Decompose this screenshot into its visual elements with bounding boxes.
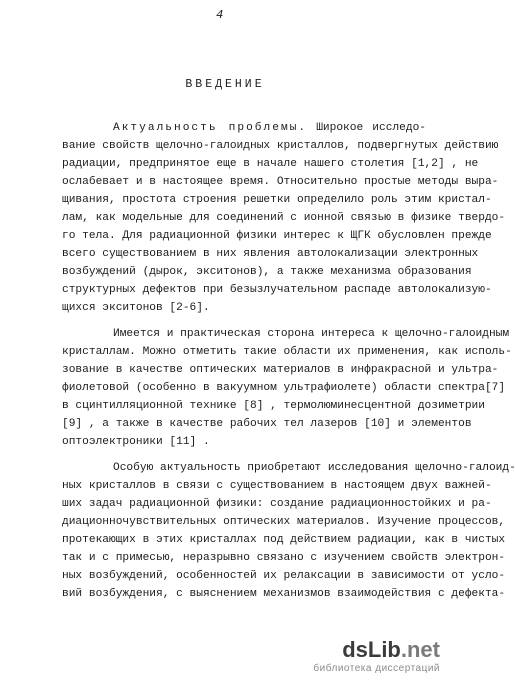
paragraph-line: вий возбуждения, с выяснением механизмов взаимодействия с дефекта- xyxy=(62,588,506,600)
watermark-logo-main: dsLib xyxy=(342,637,401,662)
paragraph-line: всего существованием в них явления автолокализации электронных xyxy=(62,248,479,260)
paragraph-line: ослабевает и в настоящее время. Относительно простые методы выра- xyxy=(62,176,499,188)
paragraph-line: в сцинтилляционной технике [8] , термолюминесцентной дозиметрии xyxy=(62,400,485,412)
watermark-logo-tld: .net xyxy=(400,637,440,662)
paragraph-line: лам, как модельные для соединений с ионной связью в физике твердо- xyxy=(62,212,506,224)
paragraph-line: диационночувствительных оптических материалов. Изучение процессов, xyxy=(62,516,506,528)
paragraph-line: радиации, предпринятое еще в начале нашего столетия [1,2] , не xyxy=(62,158,479,170)
paragraph-line: ших задач радиационной физики: создание радиационностойких и ра- xyxy=(62,498,492,510)
paragraph-line: ных кристаллов в связи с существованием в настоящем двух важней- xyxy=(62,480,492,492)
section-heading: ВВЕДЕНИЕ xyxy=(185,78,265,91)
paragraph-line: Особую актуальность приобретают исследования щелочно-галоид- xyxy=(113,462,516,474)
paragraph-line: ных возбуждений, особенностей их релаксации в зависимости от усло- xyxy=(62,570,506,582)
paragraph-line: оптоэлектроники [11] . xyxy=(62,436,210,448)
paragraph-line: Имеется и практическая сторона интереса к щелочно-галоидным xyxy=(113,328,510,340)
watermark-subtitle: библиотека диссертаций xyxy=(313,663,440,674)
watermark-logo xyxy=(313,639,440,661)
page-number: 4 xyxy=(216,8,224,22)
lead-phrase: Актуальность проблемы. xyxy=(113,122,308,134)
paragraph-line: так и с примесью, неразрывно связано с изучением свойств электрон- xyxy=(62,552,506,564)
line-text: Широкое исследо- xyxy=(316,122,427,134)
paragraph-line: структурных дефектов при безызлучательном распаде автолокализую- xyxy=(62,284,492,296)
paragraph-line: го тела. Для радиационной физики интерес к ЩГК обусловлен прежде xyxy=(62,230,492,242)
paragraph-line: зование в качестве оптических материалов в инфракрасной и ультра- xyxy=(62,364,499,376)
paragraph-line xyxy=(113,119,426,137)
paragraph-line: щихся экситонов [2-6]. xyxy=(62,302,210,314)
paragraph-line: [9] , а также в качестве рабочих тел лазеров [10] и элементов xyxy=(62,418,472,430)
paragraph-line: фиолетовой (особенно в вакуумном ультрафиолете) области спектра[7] xyxy=(62,382,506,394)
paragraph-line: кристаллам. Можно отметить такие области их применения, как исполь- xyxy=(62,346,512,358)
paragraph-line: возбуждений (дырок, экситонов), а также механизма образования xyxy=(62,266,472,278)
paragraph-line: вание свойств щелочно-галоидных кристаллов, подвергнутых действию xyxy=(62,140,499,152)
watermark xyxy=(313,639,440,674)
paragraph-line: щивания, простота строения решетки определило роль этим кристал- xyxy=(62,194,492,206)
paragraph-line: протекающих в этих кристаллах под действием радиации, как в чистых xyxy=(62,534,506,546)
